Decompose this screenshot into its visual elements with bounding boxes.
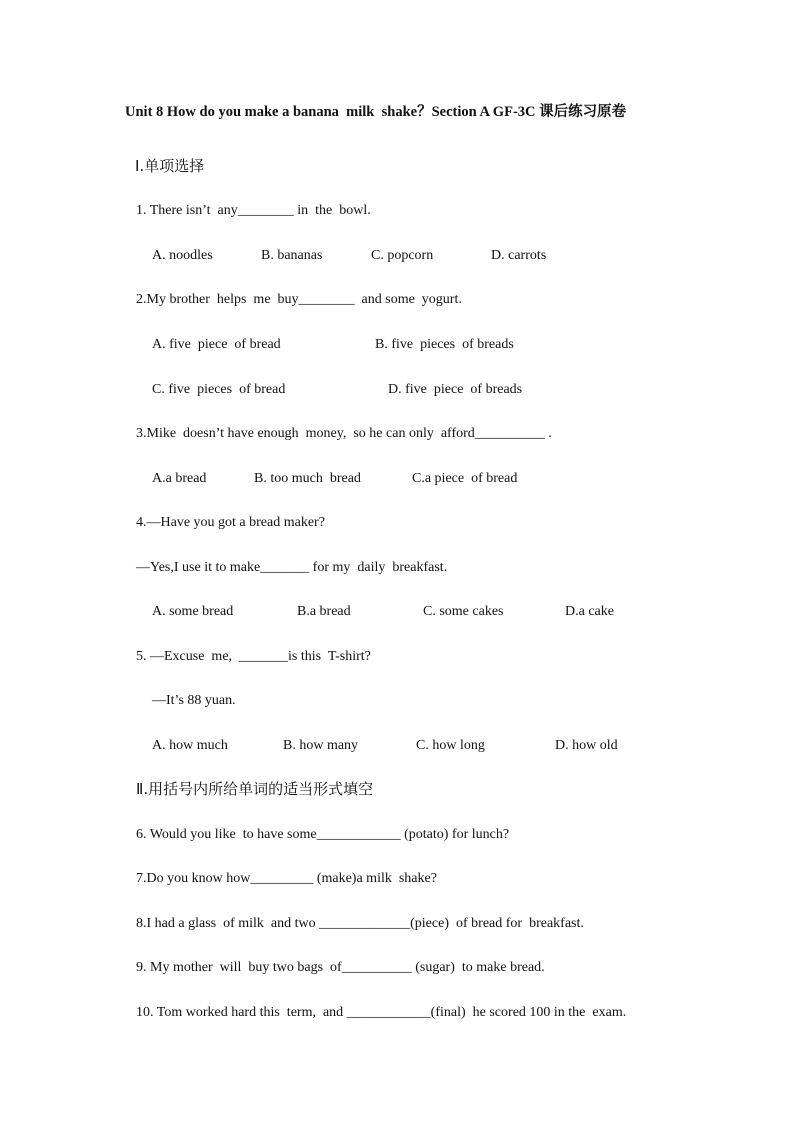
question-8: 8.I had a glass of milk and two _____________(piece) of bread for breakfast. (136, 916, 584, 931)
q4-option-b: B.a bread (297, 604, 351, 619)
question-3: 3.Mike doesn’t have enough money, so he can only afford__________ . (136, 426, 552, 441)
question-9: 9. My mother will buy two bags of__________ (sugar) to make bread. (136, 960, 545, 975)
question-5: 5. —Excuse me, _______is this T-shirt? (136, 649, 371, 664)
question-10: 10. Tom worked hard this term, and ____________(final) he scored 100 in the exam. (136, 1005, 627, 1020)
question-7: 7.Do you know how_________ (make)a milk shake? (136, 871, 437, 886)
section-heading-fill-in: Ⅱ.用括号内所给单词的适当形式填空 (136, 780, 374, 798)
question-5-reply: —It’s 88 yuan. (152, 693, 236, 708)
q5-option-b: B. how many (283, 738, 359, 753)
q4-option-d: D.a cake (565, 604, 614, 619)
q2-option-c: C. five pieces of bread (152, 382, 286, 397)
question-4: 4.—Have you got a bread maker? (136, 515, 325, 530)
question-4-reply: —Yes,I use it to make_______ for my daily breakfast. (136, 560, 448, 575)
question-1: 1. There isn’t any________ in the bowl. (136, 203, 371, 218)
q4-option-c: C. some cakes (423, 604, 504, 619)
q1-option-a: A. noodles (152, 248, 213, 263)
q3-option-a: A.a bread (152, 471, 207, 486)
q5-option-a: A. how much (152, 738, 228, 753)
q2-option-d: D. five piece of breads (388, 382, 523, 397)
q3-option-c: C.a piece of bread (412, 471, 518, 486)
q5-option-d: D. how old (555, 738, 618, 753)
q5-option-c: C. how long (416, 738, 485, 753)
q2-option-b: B. five pieces of breads (375, 337, 514, 352)
section-heading-multiple-choice: Ⅰ.单项选择 (135, 157, 205, 175)
q1-option-c: C. popcorn (371, 248, 434, 263)
q2-option-a: A. five piece of bread (152, 337, 281, 352)
question-6: 6. Would you like to have some____________ (potato) for lunch? (136, 827, 510, 842)
q3-option-b: B. too much bread (254, 471, 361, 486)
document-title: Unit 8 How do you make a banana milk shake？Section A GF-3C 课后练习原卷 (125, 104, 627, 120)
q4-option-a: A. some bread (152, 604, 234, 619)
q1-option-b: B. bananas (261, 248, 323, 263)
q1-option-d: D. carrots (491, 248, 547, 263)
question-2: 2.My brother helps me buy________ and some yogurt. (136, 292, 462, 307)
